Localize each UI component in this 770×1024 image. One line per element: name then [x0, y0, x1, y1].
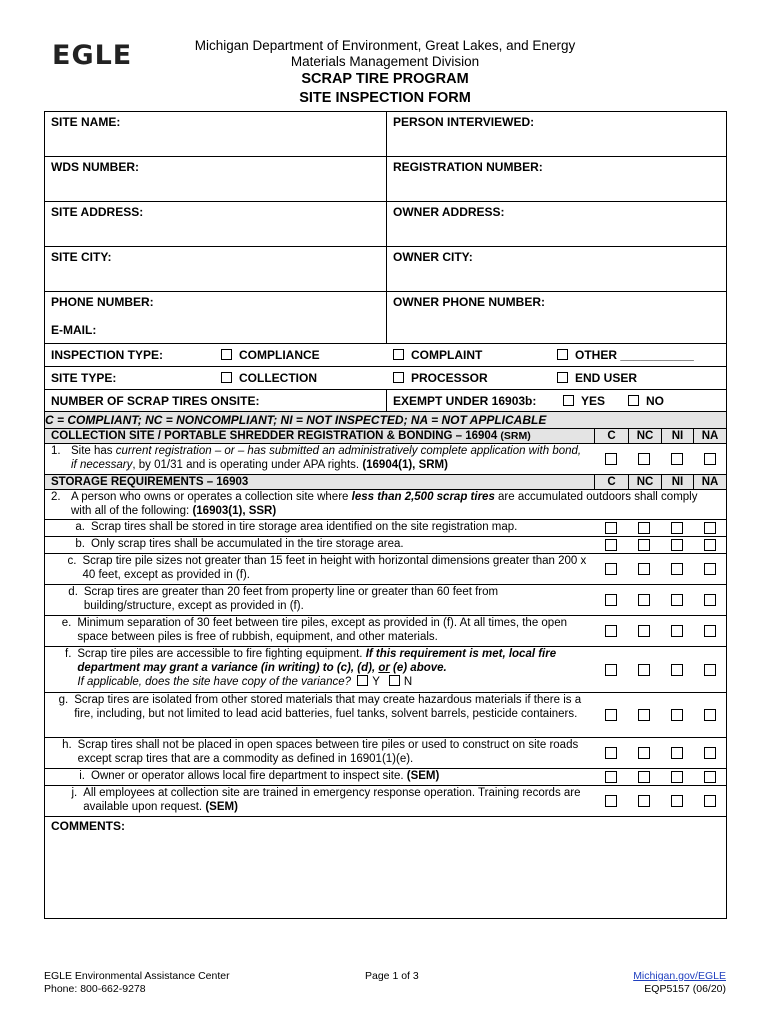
row-site-name	[45, 112, 726, 157]
check-c[interactable]	[594, 769, 627, 785]
option-compliance[interactable]	[221, 348, 387, 362]
check-nc[interactable]	[627, 786, 660, 816]
tires-onsite-field[interactable]: NUMBER OF SCRAP TIRES ONSITE:	[45, 390, 387, 411]
footer-phone: Phone: 800-662-9278	[44, 982, 146, 995]
item-text: 2. A person who owns or operates a collection site where less than 2,500 scrap tires are accumulated outdoors shall comply with all of the following: (16903(1), SSR)	[51, 491, 698, 517]
section-title: COLLECTION SITE / PORTABLE SHREDDER REGISTRATION & BONDING – 16904 (SRM)	[51, 430, 531, 442]
check-nc[interactable]	[627, 520, 660, 536]
check-na[interactable]	[693, 537, 726, 553]
owner-city-field[interactable]: OWNER CITY:	[393, 250, 473, 264]
row-site-type	[45, 367, 726, 390]
check-c[interactable]	[594, 616, 627, 646]
inspection-type-label: INSPECTION TYPE:	[51, 348, 164, 362]
col-ni: NI	[661, 429, 693, 443]
check-na[interactable]	[693, 693, 726, 737]
variance-yes-checkbox[interactable]	[357, 675, 368, 686]
check-c[interactable]	[594, 537, 627, 553]
inspection-form	[44, 111, 727, 919]
site-address-field[interactable]: SITE ADDRESS:	[45, 202, 387, 246]
option-label: COMPLIANCE	[239, 348, 320, 362]
site-city-field[interactable]: SITE CITY:	[45, 247, 387, 291]
checkbox[interactable]	[628, 395, 639, 406]
site-type-label: SITE TYPE:	[51, 371, 117, 385]
checkbox[interactable]	[393, 372, 404, 383]
check-nc[interactable]	[627, 616, 660, 646]
check-ni[interactable]	[660, 616, 693, 646]
check-ni[interactable]	[660, 520, 693, 536]
check-na[interactable]	[693, 786, 726, 816]
row-wds	[45, 157, 726, 202]
col-nc: NC	[628, 429, 661, 443]
option-label: PROCESSOR	[411, 371, 488, 385]
row-tires	[45, 390, 726, 412]
form-title: SITE INSPECTION FORM	[299, 90, 471, 106]
check-ni[interactable]	[660, 738, 693, 768]
item-1	[45, 444, 726, 475]
check-na[interactable]	[693, 520, 726, 536]
check-c[interactable]	[594, 693, 627, 737]
check-ni[interactable]	[660, 769, 693, 785]
col-c: C	[594, 429, 628, 443]
option-label: COMPLAINT	[411, 348, 483, 362]
section-storage-header	[45, 475, 726, 490]
check-nc[interactable]	[627, 693, 660, 737]
item-2c: c. Scrap tire pile sizes not greater than 15 feet in height with horizontal dimensions greater than 200 x 40 feet, except as provided in (f).	[45, 554, 726, 585]
footer-right	[633, 970, 726, 995]
check-ni[interactable]	[660, 585, 693, 615]
registration-number-field[interactable]: REGISTRATION NUMBER:	[393, 160, 543, 174]
division-name: Materials Management Division	[290, 54, 480, 69]
col-na: NA	[693, 429, 726, 443]
row-address	[45, 202, 726, 247]
check-c[interactable]	[594, 554, 627, 584]
comments-field[interactable]: COMMENTS:	[51, 819, 125, 833]
footer-left	[44, 970, 230, 995]
form-code: EQP5157 (06/20)	[644, 982, 726, 995]
item-2f: f. Scrap tire piles are accessible to fire fighting equipment. If this requirement is met, local fire department may grant a variance (in writing) to (c), (d), or (e) above. If applicable, does the site have copy of the variance? Y N	[45, 647, 726, 693]
item-2i: i. Owner or operator allows local fire department to inspect site. (SEM)	[45, 769, 726, 786]
checkbox[interactable]	[563, 395, 574, 406]
check-ni[interactable]	[660, 693, 693, 737]
check-nc[interactable]	[627, 647, 660, 692]
col-nc: NC	[628, 475, 661, 489]
check-ni[interactable]	[660, 537, 693, 553]
option-other[interactable]	[557, 348, 726, 362]
person-interviewed-field[interactable]: PERSON INTERVIEWED:	[393, 115, 535, 129]
row-phone	[45, 292, 726, 344]
check-c[interactable]	[594, 585, 627, 615]
check-na[interactable]	[693, 647, 726, 692]
col-na: NA	[693, 475, 726, 489]
check-nc[interactable]	[627, 537, 660, 553]
check-na[interactable]	[693, 444, 726, 474]
legend: C = COMPLIANT; NC = NONCOMPLIANT; NI = NOT INSPECTED; NA = NOT APPLICABLE	[45, 412, 726, 429]
section-title: STORAGE REQUIREMENTS – 16903	[51, 476, 249, 488]
check-ni[interactable]	[660, 786, 693, 816]
egle-website-link[interactable]: Michigan.gov/EGLE	[633, 970, 726, 982]
item-2e: e. Minimum separation of 30 feet between tire piles, except as provided in (f). At all times, the open space between piles is free of rubbish, equipment, and other materials.	[45, 616, 726, 647]
item-2h: h. Scrap tires shall not be placed in open spaces between tire piles or used to construct on site roads except scrap tires that are a commodity as defined in 16901(1)(e).	[45, 738, 726, 769]
checkbox[interactable]	[557, 372, 568, 383]
option-collection[interactable]	[221, 371, 387, 385]
check-c[interactable]	[594, 738, 627, 768]
option-label: NO	[646, 393, 664, 408]
check-na[interactable]	[693, 616, 726, 646]
col-ni: NI	[661, 475, 693, 489]
variance-no-checkbox[interactable]	[389, 675, 400, 686]
check-nc[interactable]	[627, 444, 660, 474]
col-c: C	[594, 475, 628, 489]
option-label: COLLECTION	[239, 371, 317, 385]
item-2a: a. Scrap tires shall be stored in tire storage area identified on the site registration map.	[45, 520, 726, 537]
assistance-center: EGLE Environmental Assistance Center	[44, 970, 230, 982]
check-nc[interactable]	[627, 738, 660, 768]
owner-phone-field[interactable]: OWNER PHONE NUMBER:	[393, 295, 545, 309]
check-ni[interactable]	[660, 554, 693, 584]
check-na[interactable]	[693, 769, 726, 785]
option-processor[interactable]	[387, 371, 557, 385]
row-inspection-type	[45, 344, 726, 367]
item-text: 1. Site has current registration – or – has submitted an administratively complete application with bond, if necessary, by 01/31 and is operating under APA rights. (16904(1), SRM)	[51, 445, 582, 471]
owner-address-field[interactable]: OWNER ADDRESS:	[393, 205, 505, 219]
check-c[interactable]	[594, 444, 627, 474]
check-ni[interactable]	[660, 444, 693, 474]
item-2j: j. All employees at collection site are trained in emergency response operation. Training records are available upon request. (SEM)	[45, 786, 726, 817]
item-2d: d. Scrap tires are greater than 20 feet from property line or greater than 60 feet from building/structure, except as provided in (f).	[45, 585, 726, 616]
item-2	[45, 490, 726, 520]
option-end-user[interactable]	[557, 371, 726, 385]
egle-logo: EGLE	[52, 40, 133, 71]
item-2g: g. Scrap tires are isolated from other stored materials that may create hazardous materials if there is a fire, including, but not limited to lead acid batteries, fuel tanks, solvent barrels, pesticide containers.	[45, 693, 726, 738]
phone-number-field[interactable]: PHONE NUMBER:	[51, 295, 154, 309]
row-city	[45, 247, 726, 292]
check-nc[interactable]	[627, 554, 660, 584]
option-complaint[interactable]	[387, 348, 557, 362]
check-c[interactable]	[594, 786, 627, 816]
checkbox[interactable]	[393, 349, 404, 360]
program-title: SCRAP TIRE PROGRAM	[301, 71, 469, 87]
check-na[interactable]	[693, 738, 726, 768]
check-ni[interactable]	[660, 647, 693, 692]
check-c[interactable]	[594, 520, 627, 536]
check-na[interactable]	[693, 554, 726, 584]
department-name: Michigan Department of Environment, Great Lakes, and Energy	[194, 38, 576, 53]
option-yes[interactable]	[563, 394, 628, 408]
option-label: OTHER ___________	[575, 348, 694, 362]
check-nc[interactable]	[627, 585, 660, 615]
page-number: Page 1 of 3	[365, 970, 419, 982]
option-label: YES	[581, 393, 606, 408]
option-label: END USER	[575, 371, 638, 385]
site-name-field[interactable]: SITE NAME:	[45, 112, 387, 156]
item-2b: b. Only scrap tires shall be accumulated in the tire storage area.	[45, 537, 726, 554]
option-no[interactable]	[628, 394, 664, 408]
check-nc[interactable]	[627, 769, 660, 785]
exempt-field	[387, 390, 726, 411]
email-field[interactable]: E-MAIL:	[51, 323, 97, 337]
checkbox[interactable]	[221, 349, 232, 360]
phone-email-cell	[45, 292, 387, 343]
check-c[interactable]	[594, 647, 627, 692]
checkbox[interactable]	[557, 349, 568, 360]
check-na[interactable]	[693, 585, 726, 615]
exempt-label: EXEMPT UNDER 16903b:	[393, 393, 537, 408]
checkbox[interactable]	[221, 372, 232, 383]
section-registration-header	[45, 429, 726, 444]
wds-number-field[interactable]: WDS NUMBER:	[45, 157, 387, 201]
